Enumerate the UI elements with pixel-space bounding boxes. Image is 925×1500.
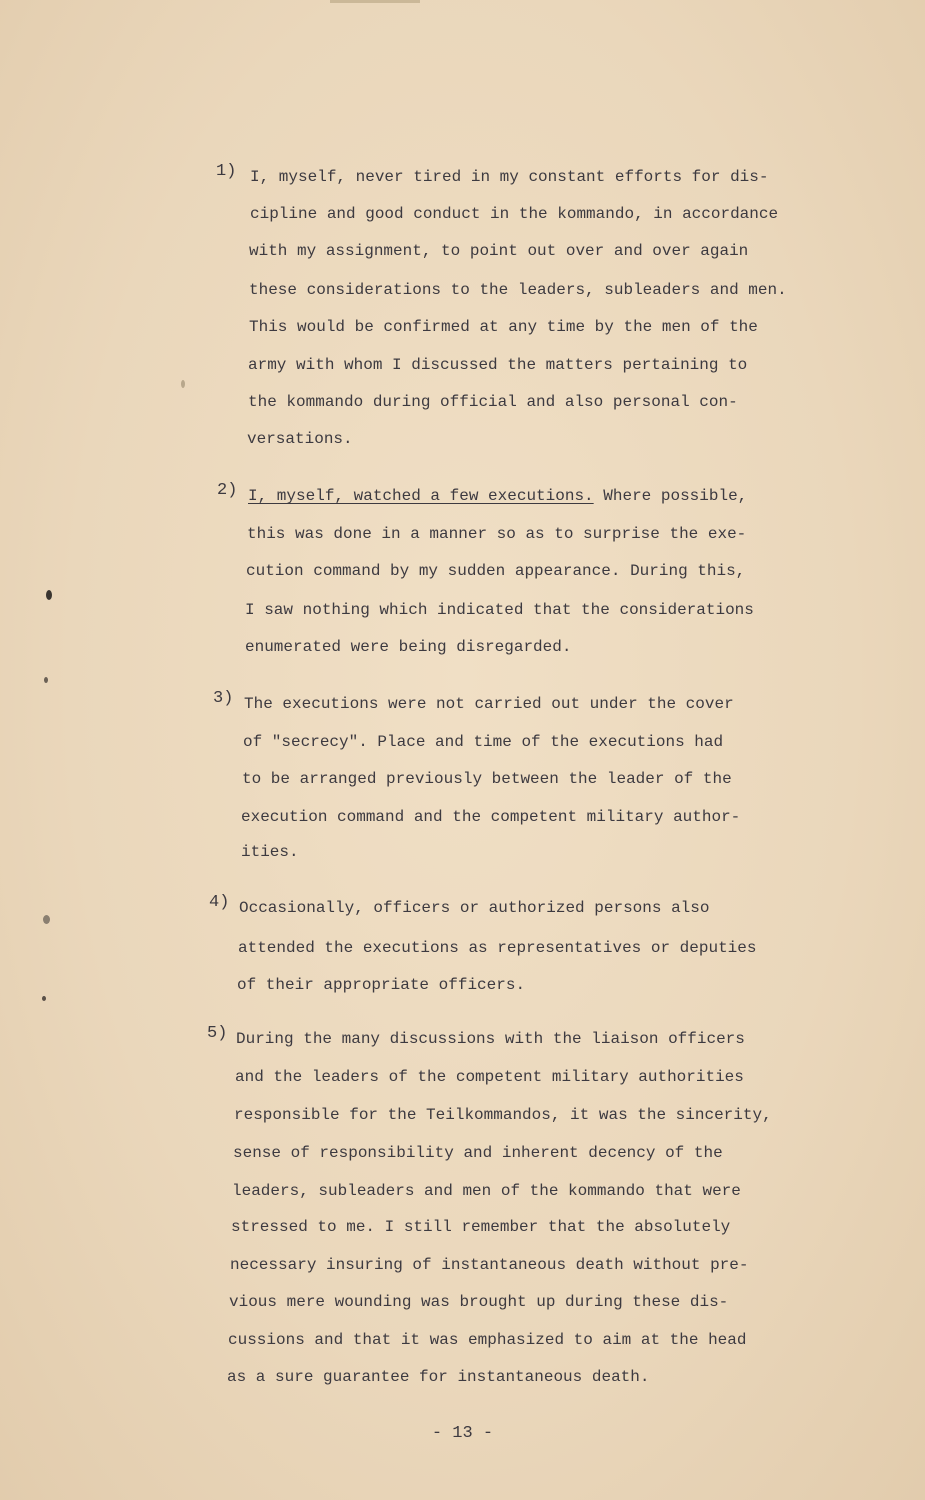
paragraph-number: 5) (207, 1024, 228, 1043)
paragraph-line: During the many discussions with the liaison officers (236, 1030, 745, 1048)
page-number: - 13 - (431, 1424, 494, 1443)
paragraph-line: of "secrecy". Place and time of the executions had (243, 733, 724, 751)
paragraph-line: necessary insuring of instantaneous death without pre- (230, 1256, 749, 1274)
paragraph-line: Occasionally, officers or authorized persons also (239, 899, 710, 917)
paragraph-line: ities. (241, 843, 299, 861)
paragraph-line: the kommando during official and also personal con- (248, 393, 738, 411)
paragraph-line: This would be confirmed at any time by the men of the (249, 318, 758, 336)
paragraph-line: vious mere wounding was brought up during these dis- (229, 1293, 729, 1311)
paragraph-line: The executions were not carried out under the cover (244, 695, 734, 713)
paper-edge-mark (330, 0, 420, 3)
ink-speck (43, 915, 50, 924)
paragraph-line: I, myself, never tired in my constant efforts for dis- (250, 168, 769, 186)
paragraph-line: stressed to me. I still remember that the absolutely (231, 1218, 731, 1236)
paragraph-number: 2) (217, 481, 238, 500)
paragraph-line-rest: Where possible, (593, 487, 748, 505)
underlined-statement: I, myself, watched a few executions. (248, 487, 594, 505)
paragraph-line: to be arranged previously between the leader of the (242, 770, 732, 788)
ink-speck (46, 590, 52, 600)
paragraph-line: cussions and that it was emphasized to aim at the head (228, 1331, 747, 1349)
paragraph-line: execution command and the competent military author- (241, 808, 741, 826)
paragraph-line (248, 487, 747, 505)
paragraph-line: of their appropriate officers. (237, 976, 526, 994)
paragraph-line: versations. (247, 430, 353, 448)
paragraph-line: and the leaders of the competent military authorities (235, 1068, 744, 1086)
paragraph-line: army with whom I discussed the matters pertaining to (248, 356, 748, 374)
paragraph-line: as a sure guarantee for instantaneous death. (227, 1368, 650, 1386)
paragraph-line: attended the executions as representatives or deputies (238, 939, 757, 957)
paragraph-line: cution command by my sudden appearance. During this, (246, 562, 746, 580)
paragraph-line: with my assignment, to point out over and over again (249, 242, 749, 260)
paragraph-line: sense of responsibility and inherent decency of the (233, 1144, 723, 1162)
ink-speck (44, 677, 48, 683)
paragraph-number: 3) (213, 689, 234, 708)
paragraph-line: responsible for the Teilkommandos, it was the sincerity, (234, 1106, 772, 1124)
ink-speck (181, 380, 185, 388)
paragraph-number: 4) (209, 893, 230, 912)
paragraph-line: leaders, subleaders and men of the kommando that were (232, 1182, 741, 1200)
paragraph-line: enumerated were being disregarded. (245, 638, 572, 656)
paragraph-number: 1) (216, 162, 237, 181)
paragraph-line: cipline and good conduct in the kommando, in accordance (250, 205, 779, 223)
ink-speck (42, 996, 46, 1001)
paragraph-line: this was done in a manner so as to surprise the exe- (247, 525, 747, 543)
paragraph-line: I saw nothing which indicated that the considerations (245, 601, 754, 619)
paragraph-line: these considerations to the leaders, subleaders and men. (249, 281, 787, 299)
